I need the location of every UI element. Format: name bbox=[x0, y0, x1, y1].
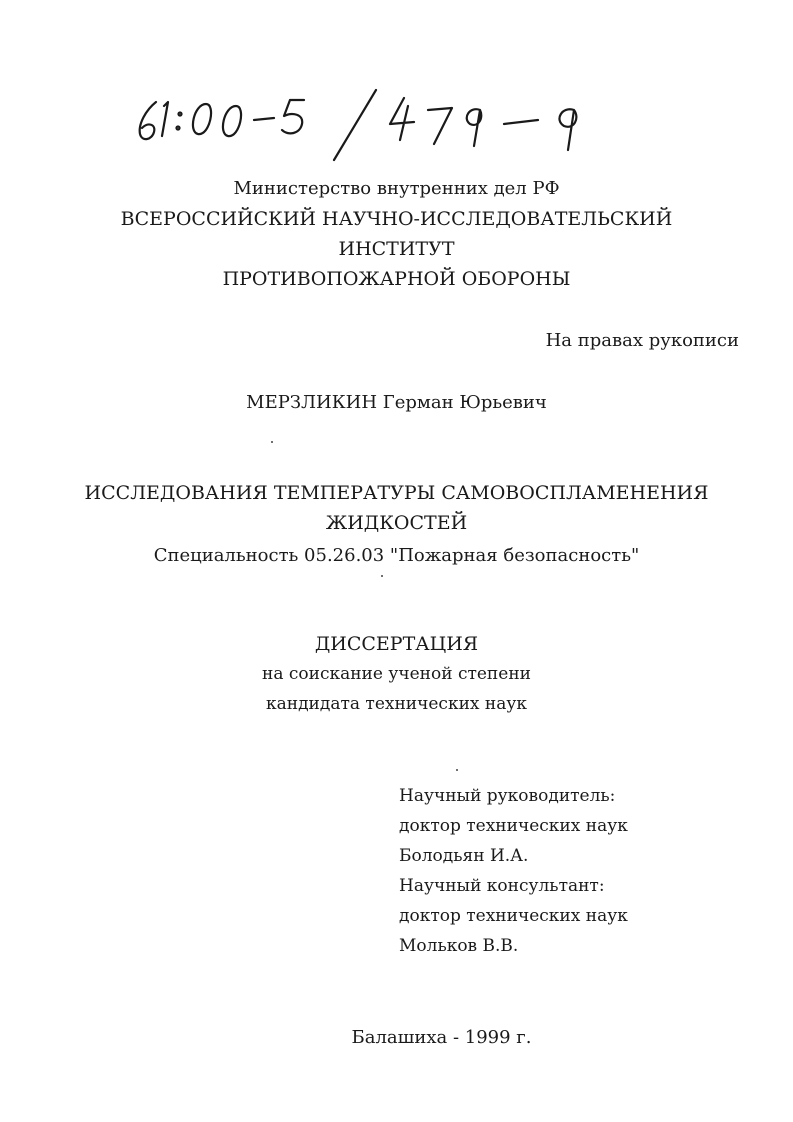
dissertation-title-line1: ИССЛЕДОВАНИЯ ТЕМПЕРАТУРЫ САМОВОСПЛАМЕНЕНИЯ bbox=[84, 482, 709, 504]
place-and-year: Балашиха - 1999 г. bbox=[351, 1027, 532, 1048]
scan-speck bbox=[456, 769, 458, 771]
specialty: Специальность 05.26.03 "Пожарная безопасность" bbox=[153, 545, 640, 566]
work-type-line1: на соискание ученой степени bbox=[261, 664, 531, 684]
advisor-role: Научный руководитель: bbox=[399, 786, 616, 806]
work-type-line2: кандидата технических наук bbox=[265, 694, 527, 714]
author-name: МЕРЗЛИКИН Герман Юрьевич bbox=[246, 392, 547, 413]
work-type-heading: ДИССЕРТАЦИЯ bbox=[314, 633, 479, 655]
ministry-name: Министерство внутренних дел РФ bbox=[233, 178, 560, 199]
archive-number-text: 61:00-5/479-9 bbox=[128, 88, 136, 89]
handwritten-archive-number bbox=[128, 88, 618, 168]
advisor-degree: доктор технических наук bbox=[399, 816, 628, 836]
advisor-name: Болодьян И.А. bbox=[399, 846, 529, 866]
consultant-role: Научный консультант: bbox=[399, 876, 605, 896]
scan-speck bbox=[381, 575, 383, 577]
institute-name-line2: ИНСТИТУТ bbox=[338, 238, 455, 260]
institute-name-line1: ВСЕРОССИЙСКИЙ НАУЧНО-ИССЛЕДОВАТЕЛЬСКИЙ bbox=[120, 208, 673, 230]
consultant-degree: доктор технических наук bbox=[399, 906, 628, 926]
dissertation-title-line2: ЖИДКОСТЕЙ bbox=[325, 512, 468, 534]
manuscript-note: На правах рукописи bbox=[545, 330, 739, 351]
consultant-name: Мольков В.В. bbox=[399, 936, 519, 956]
scan-speck bbox=[271, 441, 273, 443]
institute-name-line3: ПРОТИВОПОЖАРНОЙ ОБОРОНЫ bbox=[222, 268, 571, 290]
